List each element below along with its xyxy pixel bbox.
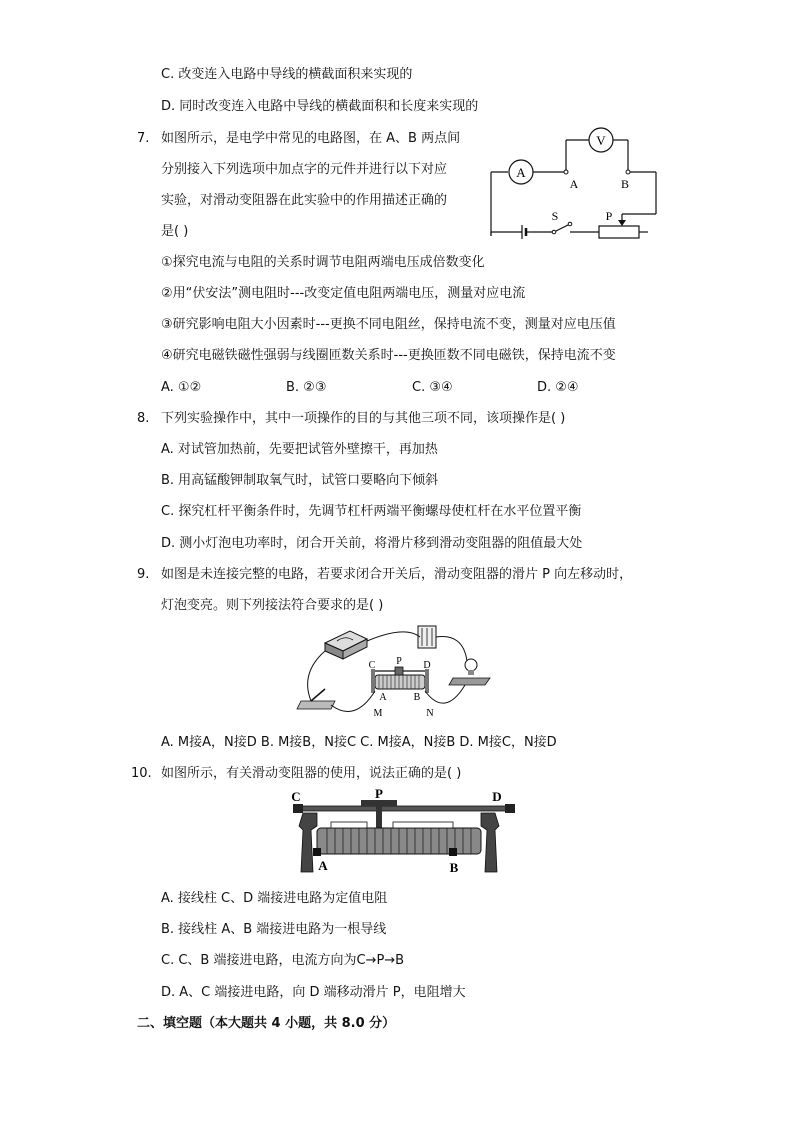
q7-stem-line-1: 如图所示，是电学中常见的电路图，在 A、B 两点间 (161, 131, 461, 146)
q6-option-c: C. 改变连入电路中导线的横截面积来实现的 (161, 67, 413, 82)
q9-circuit-picture (295, 623, 495, 723)
q8-option-a: A. 对试管加热前，先要把试管外壁擦干，再加热 (161, 442, 438, 457)
q6-option-d: D. 同时改变连入电路中导线的横截面积和长度来实现的 (161, 99, 479, 114)
q8-option-b: B. 用高锰酸钾制取氧气时，试管口要略向下倾斜 (161, 473, 439, 488)
q8-stem: 下列实验操作中，其中一项操作的目的与其他三项不同，该项操作是( ) (161, 411, 566, 426)
q8-number: 8. (137, 411, 150, 426)
q7-stem-line-4: 是( ) (161, 224, 189, 239)
section-heading: 二、填空题（本大题共 4 小题，共 8.0 分） (137, 1016, 396, 1031)
terminal-a-label: A (379, 692, 387, 703)
q9-stem-line-2: 灯泡变亮。则下列接法符合要求的是( ) (161, 598, 384, 613)
q8-option-d: D. 测小灯泡电功率时，闭合开关前，将滑片移到滑动变阻器的阻值最大处 (161, 536, 583, 551)
terminal-d-label: D (492, 789, 502, 804)
point-b-label: B (620, 177, 630, 191)
switch-label: S (551, 209, 559, 223)
q10-option-b: B. 接线柱 A、B 端接进电路为一根导线 (161, 922, 387, 937)
wire-m-label: M (373, 708, 383, 719)
q9-options: A. M接A，N接D B. M接B，N接C C. M接A，N接B D. M接C，N接D (161, 735, 557, 750)
q7-stem-line-2: 分别接入下列选项中加点字的元件并进行以下对应 (161, 162, 448, 177)
wire-n-label: N (426, 708, 434, 719)
slider-p-label: P (396, 656, 402, 667)
q7-option-a: A. ①② (161, 380, 202, 395)
q7-item-1: ①探究电流与电阻的关系时调节电阻两端电压成倍数变化 (161, 255, 485, 270)
terminal-d-label: D (423, 660, 431, 671)
q10-option-d: D. A、C 端接进电路，向 D 端移动滑片 P，电阻增大 (161, 985, 466, 1000)
q7-option-d: D. ②④ (537, 380, 579, 395)
q7-circuit-diagram (488, 122, 660, 246)
ammeter-label: A (516, 165, 526, 180)
terminal-b-label: B (449, 860, 459, 875)
terminal-c-label: C (291, 789, 301, 804)
slider-label: P (605, 209, 613, 223)
q7-option-b: B. ②③ (286, 380, 327, 395)
q10-option-c: C. C、B 端接进电路，电流方向为C→P→B (161, 953, 405, 968)
q7-item-2: ②用“伏安法”测电阻时---改变定值电阻两端电压，测量对应电流 (161, 286, 526, 301)
q7-stem-line-3: 实验，对滑动变阻器在此实验中的作用描述正确的 (161, 193, 448, 208)
slider-p-label: P (375, 786, 383, 801)
q10-stem: 如图所示，有关滑动变阻器的使用，说法正确的是( ) (161, 766, 462, 781)
terminal-b-label: B (413, 692, 421, 703)
voltmeter-label: V (596, 133, 606, 148)
terminal-a-label: A (318, 858, 328, 873)
q7-item-4: ④研究电磁铁磁性强弱与线圈匝数关系时---更换匝数不同电磁铁，保持电流不变 (161, 348, 616, 363)
q8-option-c: C. 探究杠杆平衡条件时，先调节杠杆两端平衡螺母使杠杆在水平位置平衡 (161, 504, 582, 519)
q9-number: 9. (137, 567, 150, 582)
point-a-label: A (569, 177, 579, 191)
q7-item-3: ③研究影响电阻大小因素时---更换不同电阻丝，保持电流不变，测量对应电压值 (161, 317, 616, 332)
q10-number: 10. (131, 766, 152, 781)
q7-number: 7. (137, 131, 150, 146)
q9-stem-line-1: 如图是未连接完整的电路，若要求闭合开关后，滑动变阻器的滑片 P 向左移动时， (161, 567, 633, 582)
q10-option-a: A. 接线柱 C、D 端接进电路为定值电阻 (161, 891, 388, 906)
terminal-c-label: C (368, 660, 376, 671)
q10-rheostat-picture (283, 786, 523, 878)
q7-option-c: C. ③④ (412, 380, 453, 395)
